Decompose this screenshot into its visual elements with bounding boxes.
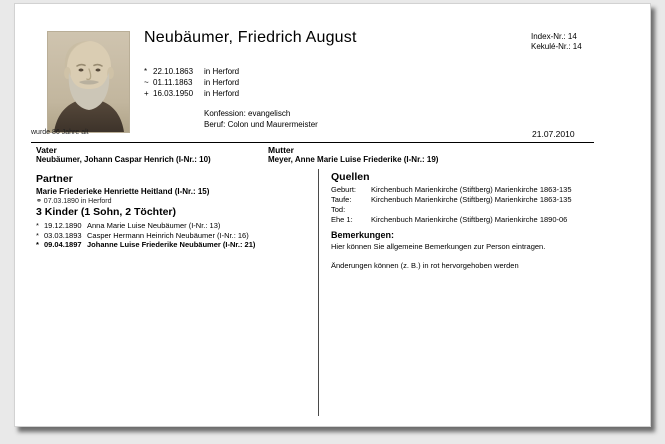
- id-numbers: [531, 32, 582, 52]
- remark-line: Änderungen können (z. B.) in rot hervorgehoben werden: [331, 261, 519, 270]
- father-section: [36, 145, 211, 165]
- source-row-taufe: [331, 195, 572, 205]
- beruf-line: Beruf: Colon und Maurermeister: [204, 120, 318, 129]
- death-row: [144, 88, 239, 99]
- father-name: Neubäumer, Johann Caspar Henrich (I-Nr.: 10): [36, 155, 211, 164]
- source-label: Taufe:: [331, 195, 352, 204]
- children-heading: 3 Kinder (1 Sohn, 2 Töchter): [36, 206, 177, 218]
- father-label: Vater: [36, 145, 57, 155]
- partner-label: Partner: [36, 173, 73, 185]
- child-name: Johanne Luise Friederike Neubäumer (I-Nr.: 21): [87, 240, 256, 249]
- child-date: 09.04.1897: [44, 240, 82, 249]
- source-label: Ehe 1:: [331, 215, 353, 224]
- children-section: [36, 206, 255, 250]
- header-divider: [31, 142, 594, 143]
- source-value: Kirchenbuch Marienkirche (Stiftberg) Marienkirche 1863-135: [371, 185, 572, 194]
- marriage-line: ⚭ 07.03.1890 in Herford: [36, 198, 112, 205]
- baptism-symbol: ~: [144, 78, 149, 87]
- person-attributes: [204, 108, 318, 130]
- child-row-highlighted: [36, 240, 255, 250]
- print-date: 21.07.2010: [532, 129, 575, 139]
- source-value: Kirchenbuch Marienkirche (Stiftberg) Marienkirche 1863-135: [371, 195, 572, 204]
- column-divider: [318, 169, 319, 416]
- baptism-date: 01.11.1863: [153, 78, 193, 87]
- index-number: Index-Nr.: 14: [531, 32, 577, 41]
- birth-date: 22.10.1863: [153, 67, 194, 76]
- person-sheet-page: [14, 3, 651, 427]
- mother-name: Meyer, Anne Marie Luise Friederike (I-Nr.: 19): [268, 155, 439, 164]
- remarks-section: [331, 230, 545, 271]
- partner-name: Marie Friederieke Henriette Heitland (I-Nr.: 15): [36, 187, 210, 196]
- birth-symbol: *: [36, 230, 39, 240]
- child-date: 19.12.1890: [44, 221, 82, 230]
- death-date: 16.03.1950: [153, 89, 194, 98]
- death-place: in Herford: [204, 89, 240, 98]
- children-rows: [36, 221, 255, 250]
- birth-symbol: *: [36, 221, 39, 230]
- baptism-place: in Herford: [204, 78, 240, 87]
- konfession-line: Konfession: evangelisch: [204, 109, 291, 118]
- child-date: 03.03.1893: [44, 230, 82, 240]
- vital-dates: [144, 66, 239, 99]
- kekule-number: Kekulé-Nr.: 14: [531, 42, 582, 51]
- source-row-ehe1: [331, 215, 572, 225]
- sources-section: [331, 171, 572, 225]
- mother-section: [268, 145, 438, 165]
- sources-rows: [331, 185, 572, 225]
- person-name-title: Neubäumer, Friedrich August: [144, 29, 357, 46]
- remark-line: Hier können Sie allgemeine Bemerkungen zur Person eintragen.: [331, 242, 546, 251]
- age-note: wurde 86 Jahre alt: [31, 129, 89, 136]
- death-symbol: +: [144, 89, 149, 98]
- child-name: Anna Marie Luise Neubäumer (I-Nr.: 13): [87, 221, 221, 230]
- portrait-photo: [48, 32, 129, 132]
- birth-symbol: *: [36, 240, 39, 249]
- child-row: [36, 221, 255, 231]
- source-label: Tod:: [331, 205, 346, 214]
- source-label: Geburt:: [331, 185, 357, 194]
- sources-heading: Quellen: [331, 171, 370, 183]
- child-row: [36, 231, 255, 241]
- birth-row: [144, 66, 239, 77]
- portrait-illustration: [48, 32, 129, 132]
- partner-section: [36, 173, 209, 206]
- remarks-heading: Bemerkungen:: [331, 230, 395, 240]
- birth-symbol: *: [144, 67, 148, 76]
- source-value: Kirchenbuch Marienkirche (Stiftberg) Marienkirche 1890-06: [371, 215, 568, 224]
- source-row-tod: [331, 205, 572, 215]
- mother-label: Mutter: [268, 145, 294, 155]
- baptism-row: [144, 77, 239, 88]
- birth-place: in Herford: [204, 67, 240, 76]
- source-row-geburt: [331, 185, 572, 195]
- child-name: Casper Hermann Heinrich Neubäumer (I-Nr.: 16): [87, 230, 249, 240]
